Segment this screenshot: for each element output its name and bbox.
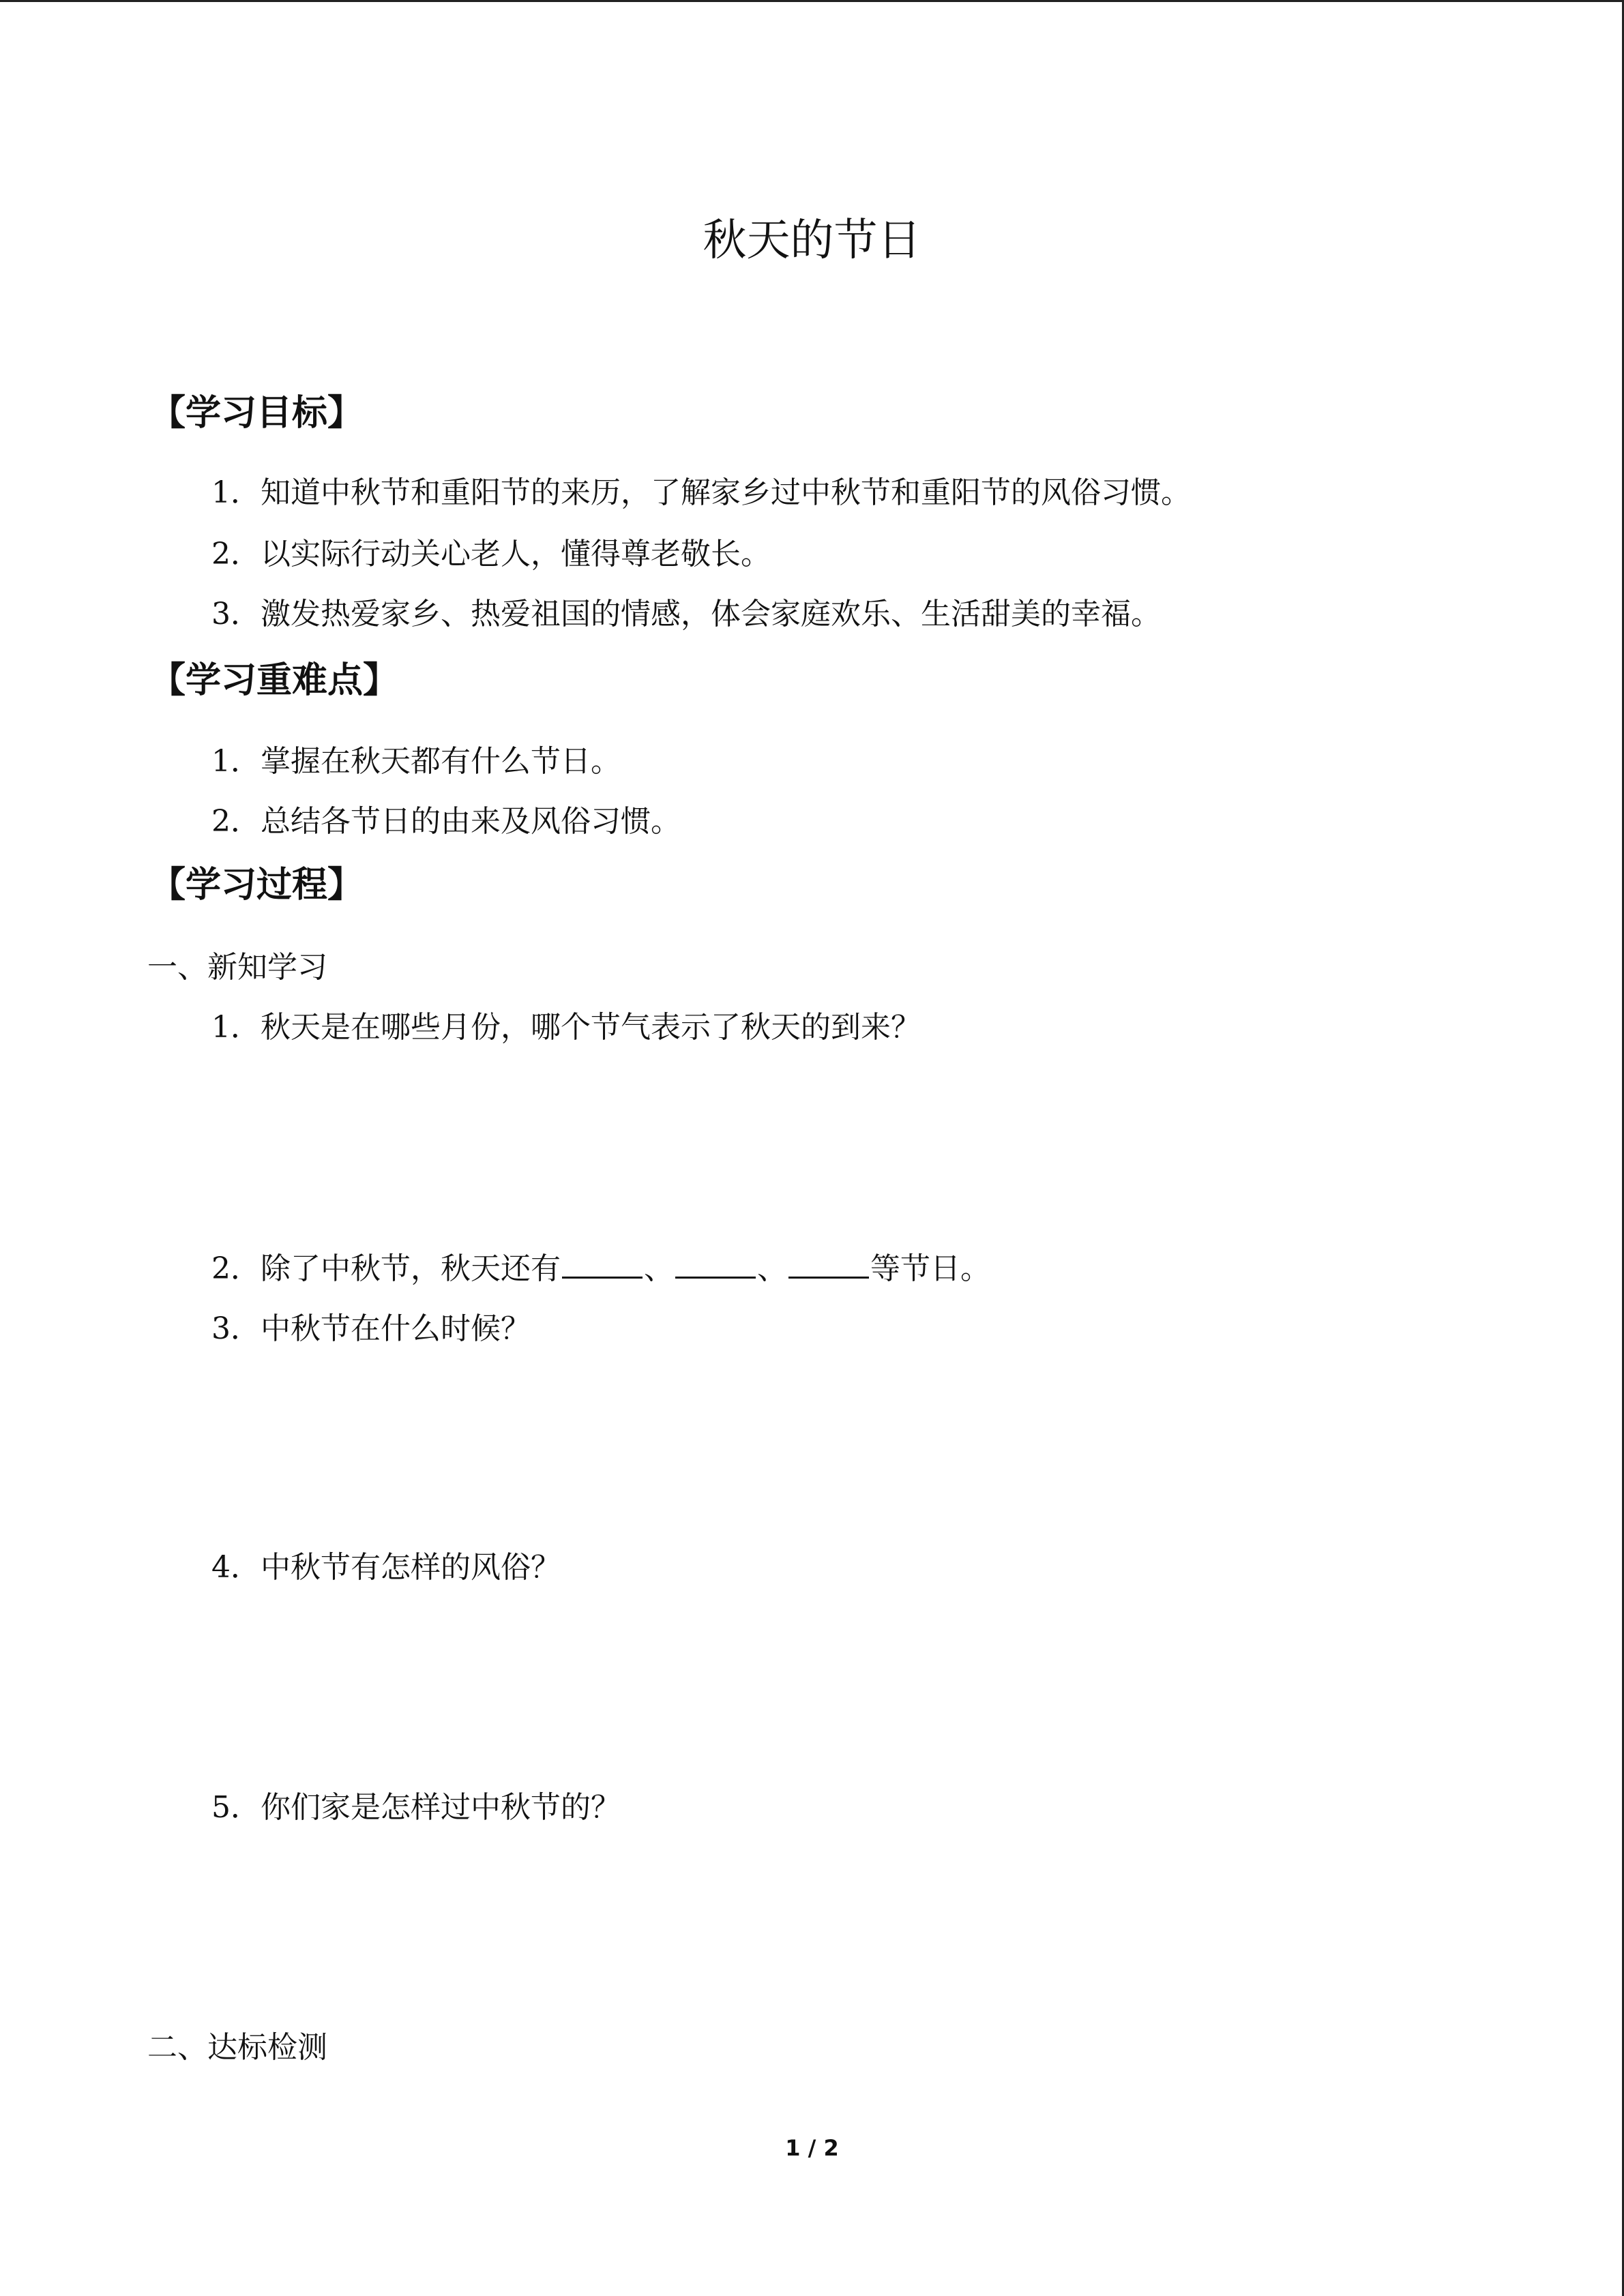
goal-item-3: 3．激发热爱家乡、热爱祖国的情感，体会家庭欢乐、生活甜美的幸福。	[211, 597, 1161, 631]
section-heading-process: 【学习过程】	[150, 865, 364, 906]
question-2-separator: 、	[757, 1251, 787, 1286]
answer-blank-2[interactable]	[675, 1249, 756, 1279]
question-2-prefix: 2．除了中秋节，秋天还有	[211, 1251, 561, 1286]
answer-blank-1[interactable]	[562, 1249, 643, 1279]
question-2	[211, 1247, 990, 1292]
keypoint-item-2: 2．总结各节日的由来及风俗习惯。	[211, 804, 681, 839]
part-new-learning: 一、新知学习	[147, 950, 327, 985]
question-4: 4．中秋节有怎样的风俗？	[211, 1550, 561, 1585]
question-5: 5．你们家是怎样过中秋节的？	[211, 1790, 621, 1825]
section-heading-keypoints: 【学习重难点】	[150, 660, 399, 701]
keypoint-item-1: 1．掌握在秋天都有什么节日。	[211, 744, 621, 779]
page-number: 1 / 2	[785, 2135, 839, 2161]
document-title: 秋天的节日	[703, 215, 921, 266]
answer-blank-3[interactable]	[788, 1249, 869, 1279]
goal-item-2: 2．以实际行动关心老人，懂得尊老敬长。	[211, 537, 771, 571]
question-1: 1．秋天是在哪些月份，哪个节气表示了秋天的到来？	[211, 1010, 921, 1045]
part-assessment: 二、达标检测	[147, 2030, 327, 2065]
question-2-separator: 、	[644, 1251, 674, 1286]
section-heading-goals: 【学习目标】	[150, 393, 364, 434]
question-3: 3．中秋节在什么时候？	[211, 1311, 531, 1346]
goal-item-1: 1．知道中秋节和重阳节的来历，了解家乡过中秋节和重阳节的风俗习惯。	[211, 475, 1191, 510]
question-2-suffix: 等节日。	[870, 1251, 990, 1286]
page-top-border	[0, 0, 1624, 2]
